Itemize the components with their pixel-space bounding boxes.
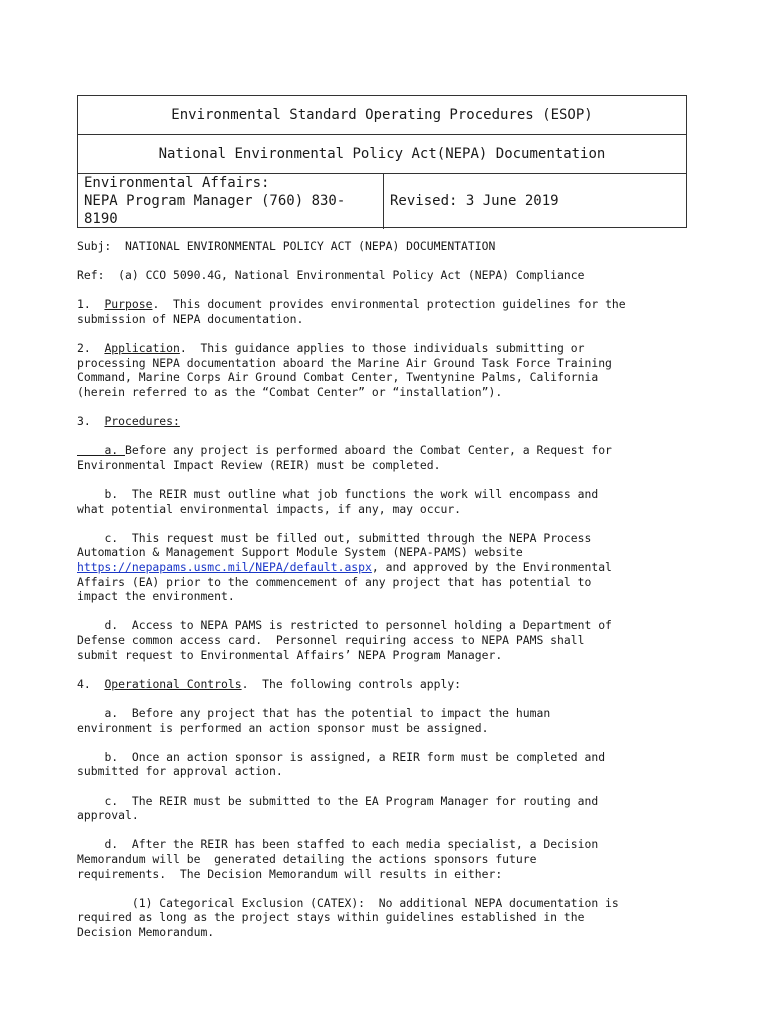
header-revised-cell: [384, 191, 686, 211]
section-procedures: [77, 414, 689, 429]
nepa-pams-link[interactable]: https://nepapams.usmc.mil/NEPA/default.aspx: [77, 560, 372, 575]
section-text: . This document provides environmental protection guidelines for the submission of NEPA documentation.: [77, 297, 626, 326]
section-number: 3.: [77, 414, 105, 429]
control-d: d. After the REIR has been staffed to each media specialist, a Decision Memorandum will be generated detailing the actions sponsors future requirements. The Decision Memorandum will results in either:: [77, 837, 599, 881]
control-b: b. Once an action sponsor is assigned, a REIR form must be completed and submitted for approval action.: [77, 749, 606, 779]
section-operational-controls: [77, 677, 689, 692]
procedure-d: d. Access to NEPA PAMS is restricted to personnel holding a Department of Defense common access card. Personnel requiring access to NEPA PAMS shall submit request to Environmental Affairs’ NEPA Program Manager.: [77, 618, 612, 662]
section-heading: Purpose: [104, 297, 153, 312]
procedure-c-text-end: , and approved by the Environmental Affairs (EA) prior to the commencement of any project that has potential to impact the environment.: [77, 560, 612, 604]
control-c: c. The REIR must be submitted to the EA Program Manager for routing and approval.: [77, 793, 599, 823]
document-body: [77, 239, 689, 954]
section-heading: Procedures:: [104, 414, 180, 429]
section-text: . This guidance applies to those individuals submitting or processing NEPA documentation aboard the Marine Air Ground Task Force Training Command, Marine Corps Air Ground Combat Center, Twentynine Palms, California (herein referred to as the “Combat Center” or “installation”).: [77, 341, 612, 399]
contact-phone-end: 8190: [84, 210, 118, 227]
contact-manager: NEPA Program Manager (760) 830-: [84, 192, 346, 209]
section-number: 4.: [77, 676, 105, 691]
section-heading: Application: [104, 341, 180, 356]
subject-line: Subj: NATIONAL ENVIRONMENTAL POLICY ACT (NEPA) DOCUMENTATION: [77, 239, 496, 253]
section-text: . The following controls apply:: [241, 676, 462, 691]
header-subtitle-row: [78, 135, 686, 174]
control-a: a. Before any project that has the potential to impact the human environment is performed an action sponsor must be assigned.: [77, 706, 551, 735]
section-purpose: [77, 297, 689, 326]
section-heading: Operational Controls: [104, 676, 242, 691]
procedure-c-text: c. This request must be filled out, submitted through the NEPA Process Automation & Management Support Module System (NEPA-PAMS) website: [77, 530, 592, 560]
document-subtitle: National Environmental Policy Act(NEPA) Documentation: [158, 146, 606, 162]
procedure-b: b. The REIR must outline what job functions the work will encompass and what potential environmental impacts, if any, may occur.: [77, 487, 599, 516]
procedure-a-lead: a.: [77, 443, 126, 458]
header-table: [77, 95, 687, 228]
procedure-a-text: Before any project is performed aboard the Combat Center, a Request for Environmental Impact Review (REIR) must be completed.: [77, 443, 612, 472]
header-info-row: [78, 174, 686, 227]
reference-line: Ref: (a) CCO 5090.4G, National Environmental Policy Act (NEPA) Compliance: [77, 268, 585, 283]
control-d-1: (1) Categorical Exclusion (CATEX): No additional NEPA documentation is required as long as the project stays within guidelines established in the Decision Memorandum.: [77, 895, 619, 939]
procedure-a: [77, 443, 689, 472]
header-contact-cell: [78, 173, 384, 229]
procedure-c: [77, 531, 689, 604]
contact-office: Environmental Affairs:: [84, 174, 270, 191]
section-number: 1.: [77, 297, 105, 312]
header-title-row: [78, 96, 686, 135]
section-number: 2.: [77, 341, 105, 356]
revised-date: Revised: 3 June 2019: [390, 192, 559, 209]
section-application: [77, 341, 689, 399]
document-title: Environmental Standard Operating Procedures (ESOP): [171, 107, 593, 123]
